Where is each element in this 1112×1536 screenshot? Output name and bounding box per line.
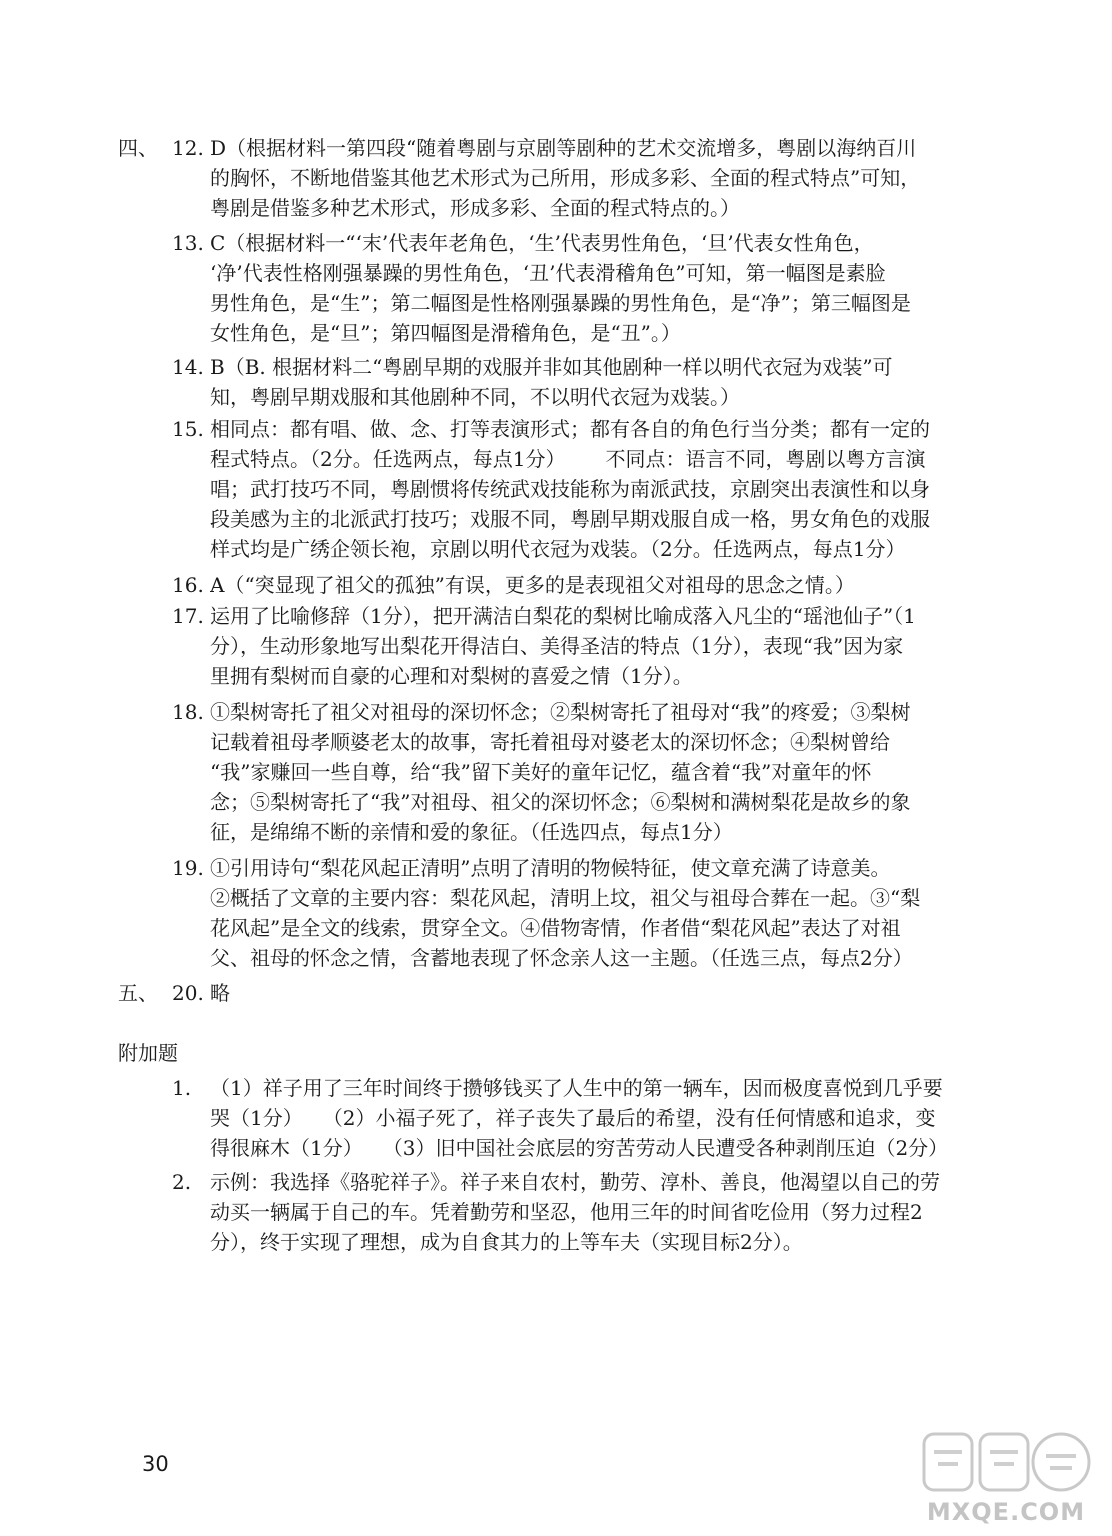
watermark-text: MXQE.COM (926, 1498, 1086, 1526)
answer-line: ①引用诗句“梨花风起正清明”点明了清明的物候特征，使文章充满了诗意美。 (210, 856, 891, 880)
answer-line: ①梨树寄托了祖父对祖母的深切怀念；②梨树寄托了祖母对“我”的疼爱；③梨树 (210, 700, 911, 724)
question-number: 18. (172, 700, 204, 724)
answer-line: ②概括了文章的主要内容：梨花风起，清明上坟，祖父与祖母合葬在一起。③“梨 (210, 886, 921, 910)
answer-text (210, 697, 990, 847)
answer-line: D（根据材料一第四段“随着粤剧与京剧等剧种的艺术交流增多，粤剧以海纳百川 (210, 136, 917, 160)
section-label: 五、 (118, 981, 158, 1005)
answer-text (210, 414, 990, 564)
question-number: 16. (172, 573, 204, 597)
answer-line: 里拥有梨树而自豪的心理和对梨树的喜爱之情（1分）。 (210, 664, 693, 688)
answer-line: 分），生动形象地写出梨花开得洁白、美得圣洁的特点（1分），表现“我”因为家 (210, 634, 904, 658)
answer-line: 知，粤剧早期戏服和其他剧种不同，不以明代衣冠为戏装。） (210, 385, 740, 409)
question-number: 15. (172, 417, 204, 441)
answer-text (210, 601, 990, 691)
question-number: 2. (172, 1170, 192, 1194)
answer-line-part: 不同点：语言不同，粤剧以粤方言演 (605, 447, 926, 471)
section-label: 四、 (118, 136, 158, 160)
answer-line: ‘净’代表性格刚强暴躁的男性角色，‘丑’代表滑稽角色”可知，第一幅图是素脸 (210, 261, 886, 285)
question-number: 19. (172, 856, 204, 880)
answer-line: 哭（1分） （2）小福子死了，祥子丧失了最后的希望，没有任何情感和追求，变 (210, 1106, 936, 1130)
question-number: 1. (172, 1076, 192, 1100)
answer-line: 花风起”是全文的线索，贯穿全文。④借物寄情，作者借“梨花风起”表达了对祖 (210, 916, 901, 940)
question-number: 13. (172, 231, 204, 255)
answer-line: 念；⑤梨树寄托了“我”对祖母、祖父的深切怀念；⑥梨树和满树梨花是故乡的象 (210, 790, 911, 814)
answer-line: 女性角色，是“旦”；第四幅图是滑稽角色，是“丑”。） (210, 321, 681, 345)
answer-line: 父、祖母的怀念之情，含蓄地表现了怀念亲人这一主题。（任选三点，每点2分） (210, 946, 913, 970)
answer-text (210, 228, 990, 348)
answer-line: A（“突显现了祖父的孤独”有误，更多的是表现祖父对祖母的思念之情。） (210, 573, 855, 597)
question-number: 20. (172, 981, 204, 1005)
question-number: 12. (172, 136, 204, 160)
answer-line-part: 程式特点。（2分。任选两点，每点1分） (210, 447, 566, 471)
answer-line: 动买一辆属于自己的车。凭着勤劳和坚忍，他用三年的时间省吃俭用（努力过程2 (210, 1200, 923, 1224)
answer-line: C（根据材料一“‘末’代表年老角色，‘生’代表男性角色，‘旦’代表女性角色， (210, 231, 874, 255)
answer-line: “我”家赚回一些自尊，给“我”留下美好的童年记忆，蕴含着“我”对童年的怀 (210, 760, 872, 784)
answer-text (210, 1073, 990, 1163)
answer-text (210, 853, 990, 973)
answer-line: 略 (210, 981, 230, 1005)
answer-line: 相同点：都有唱、做、念、打等表演形式；都有各自的角色行当分类；都有一定的 (210, 417, 930, 441)
answer-text (210, 352, 990, 412)
answer-line: （1）祥子用了三年时间终于攒够钱买了人生中的第一辆车，因而极度喜悦到几乎要 (210, 1076, 943, 1100)
answer-text (210, 570, 990, 600)
answer-line: 粤剧是借鉴多种艺术形式，形成多彩、全面的程式特点的。） (210, 196, 740, 220)
answer-line: 男性角色，是“生”；第二幅图是性格刚强暴躁的男性角色，是“净”；第三幅图是 (210, 291, 911, 315)
bonus-title: 附加题 (118, 1041, 178, 1065)
answer-line: 唱；武打技巧不同，粤剧惯将传统武戏技能称为南派武技，京剧突出表演性和以身 (210, 477, 930, 501)
answer-line: 样式均是广绣企领长袍，京剧以明代衣冠为戏装。（2分。任选两点，每点1分） (210, 537, 906, 561)
question-number: 17. (172, 604, 204, 628)
page-number: 30 (142, 1452, 169, 1476)
answer-line: 示例：我选择《骆驼祥子》。祥子来自农村，勤劳、淳朴、善良，他渴望以自己的劳 (210, 1170, 940, 1194)
answer-line: 的胸怀，不断地借鉴其他艺术形式为己所用，形成多彩、全面的程式特点”可知， (210, 166, 921, 190)
answer-text (210, 133, 990, 223)
question-number: 14. (172, 355, 204, 379)
answer-line-split (210, 444, 990, 474)
answer-line: B（B. 根据材料二“粤剧早期的戏服并非如其他剧种一样以明代衣冠为戏装”可 (210, 355, 893, 379)
answer-line: 得很麻木（1分） （3）旧中国社会底层的穷苦劳动人民遭受各种剥削压迫（2分） (210, 1136, 949, 1160)
answer-line: 分），终于实现了理想，成为自食其力的上等车夫（实现目标2分）。 (210, 1230, 803, 1254)
answer-line: 运用了比喻修辞（1分），把开满洁白梨花的梨树比喻成落入凡尘的“瑶池仙子”（1 (210, 604, 916, 628)
answer-line: 记载着祖母孝顺婆老太的故事，寄托着祖母对婆老太的深切怀念；④梨树曾给 (210, 730, 890, 754)
answer-line: 征，是绵绵不断的亲情和爱的象征。（任选四点，每点1分） (210, 820, 733, 844)
watermark-logo (916, 1428, 1096, 1528)
answer-text (210, 1167, 990, 1257)
answer-line: 段美感为主的北派武打技巧；戏服不同，粤剧早期戏服自成一格，男女角色的戏服 (210, 507, 930, 531)
answer-text (210, 978, 990, 1008)
